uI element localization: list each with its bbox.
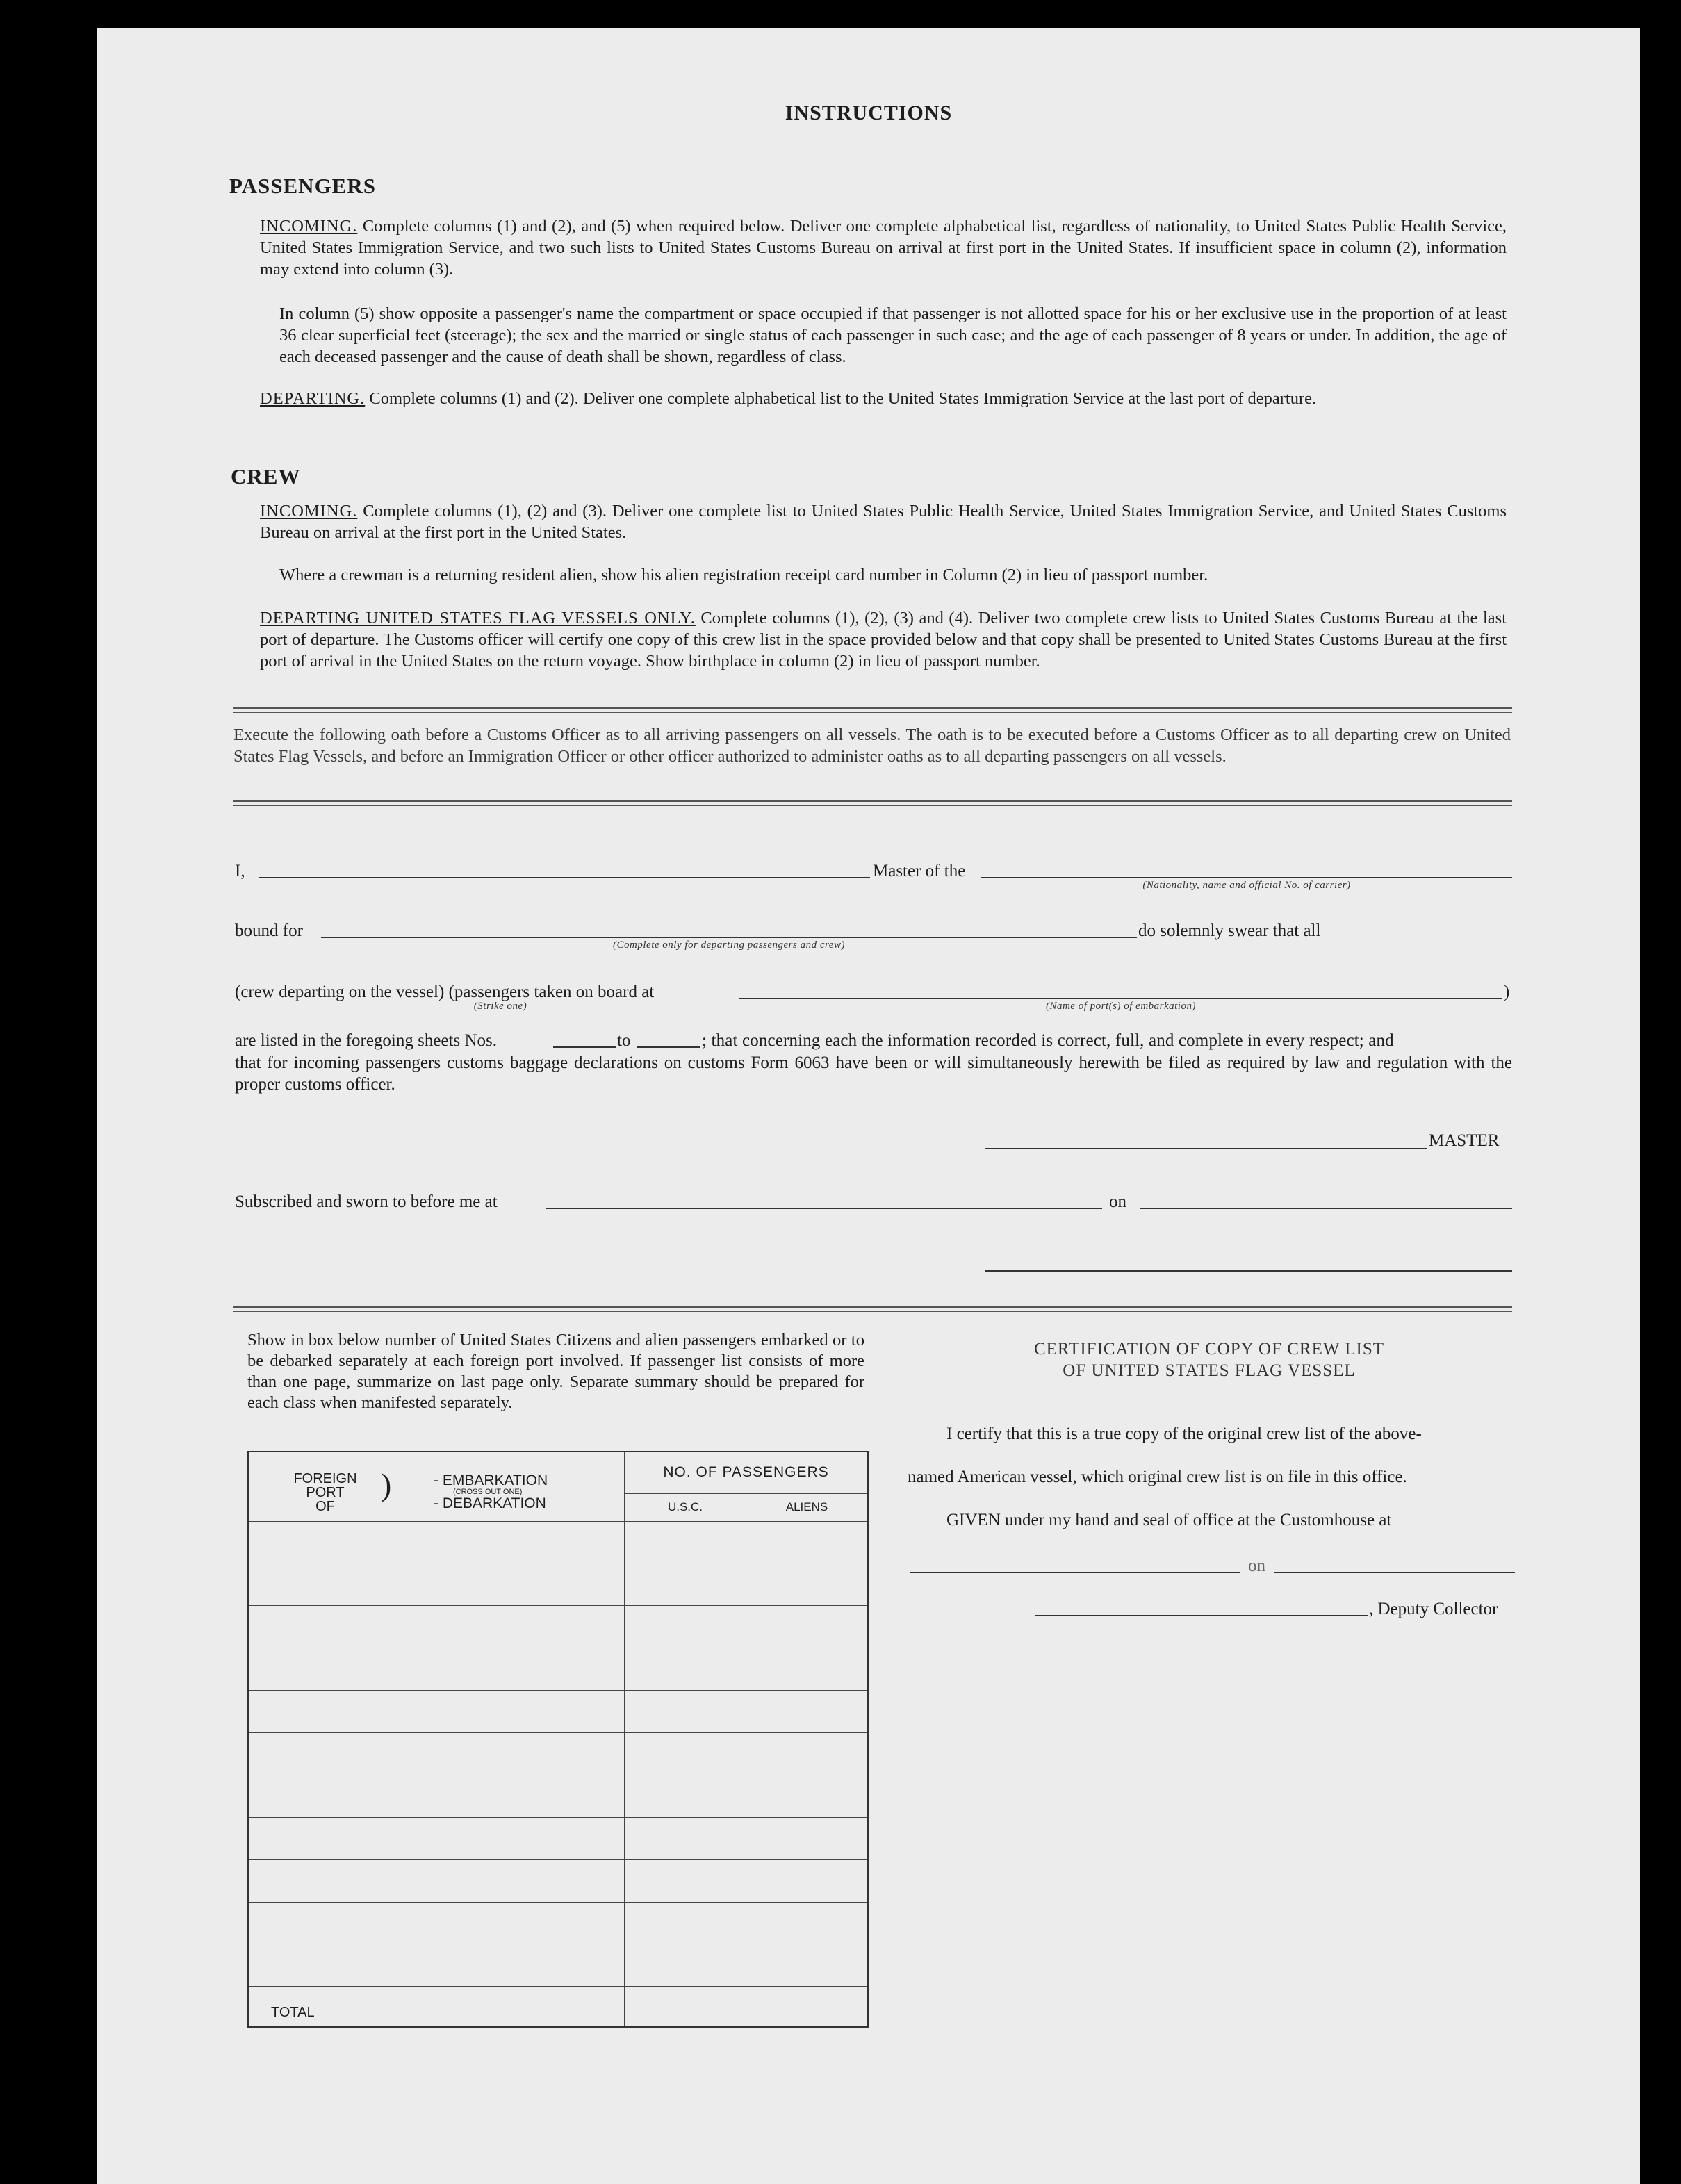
table-row <box>248 1944 868 1987</box>
port-cell[interactable] <box>248 1691 625 1733</box>
aliens-cell[interactable] <box>746 1606 869 1648</box>
total-usc-cell[interactable] <box>625 1987 746 2027</box>
listed-to: to <box>617 1031 631 1050</box>
brace: ) <box>381 1467 392 1502</box>
table-row <box>248 1648 868 1691</box>
oath-instruction: Execute the following oath before a Customs Officer as to all arriving passengers on all vessels. The oath is to be executed before a Customs Officer as to all departing crew on United States Flag Vessels, and before an Immigration Officer or other officer authorized to administer oaths as to all departing passengers on all vessels. <box>233 725 1511 766</box>
embarkation-label: - EMBARKATION <box>434 1472 548 1488</box>
aliens-cell[interactable] <box>746 1775 869 1817</box>
passengers-departing-label: DEPARTING. <box>260 389 366 408</box>
aliens-cell[interactable] <box>746 1563 869 1606</box>
sheet-from-field[interactable] <box>553 1046 616 1048</box>
crew-resident-paragraph: Where a crewman is a returning resident alien, show his alien registration receipt card number in Column (2) in lieu of passport number. <box>279 566 1208 584</box>
divider <box>233 1311 1512 1312</box>
sworn-date-field[interactable] <box>1140 1208 1512 1209</box>
port-cell[interactable] <box>248 1606 625 1648</box>
port-cell[interactable] <box>248 1732 625 1775</box>
close-paren: ) <box>1504 983 1510 1001</box>
certification-date-field[interactable] <box>1274 1572 1515 1573</box>
usc-cell[interactable] <box>625 1817 746 1859</box>
page-title: INSTRUCTIONS <box>785 101 953 124</box>
aliens-cell[interactable] <box>746 1691 869 1733</box>
passenger-summary-table <box>247 1451 869 2028</box>
certification-line-3: GIVEN under my hand and seal of office at the Customhouse at <box>946 1511 1392 1529</box>
crew-departing-text: Complete columns (1), (2), (3) and (4). Deliver two complete crew lists to United States Customs Bureau at the last port of departure. The Customs officer will certify one copy of this crew list in the space provided below and that copy shall be presented to United States Customs Bureau at the first port of arrival in the United States on the return voyage. Show birthplace in column (2) in lieu of passport number. <box>260 609 1507 671</box>
bound-for-label: bound for <box>235 921 303 940</box>
table-row <box>248 1902 868 1944</box>
strike-one-caption: (Strike one) <box>473 1001 527 1012</box>
table-row <box>248 1732 868 1775</box>
table-row <box>248 1521 868 1563</box>
table-row <box>248 1817 868 1859</box>
aliens-header: ALIENS <box>746 1493 869 1521</box>
table-row <box>248 1691 868 1733</box>
port-label: PORT <box>306 1485 345 1500</box>
port-cell[interactable] <box>248 1521 625 1563</box>
divider <box>233 1306 1512 1308</box>
swear-label: do solemnly swear that all <box>1138 921 1321 940</box>
table-row <box>248 1563 868 1606</box>
passengers-departing-paragraph <box>260 388 1507 409</box>
usc-header: U.S.C. <box>625 1493 746 1521</box>
total-aliens-cell[interactable] <box>746 1987 869 2027</box>
deputy-collector-label: , Deputy Collector <box>1369 1600 1498 1618</box>
sheet-to-field[interactable] <box>637 1046 700 1048</box>
oath-i: I, <box>235 862 245 880</box>
passengers-heading: PASSENGERS <box>229 174 376 198</box>
usc-cell[interactable] <box>625 1732 746 1775</box>
passengers-incoming-text: Complete columns (1) and (2), and (5) when required below. Deliver one complete alphabetical list, regardless of nationality, to United States Public Health Service, United States Immigration Service, and two such lists to United States Customs Bureau on arrival at first port in the United States. If insufficient space in column (2), information may extend into column (3). <box>260 217 1507 279</box>
port-cell[interactable] <box>248 1944 625 1987</box>
crew-incoming-label: INCOMING. <box>260 502 358 520</box>
no-of-passengers-header: NO. OF PASSENGERS <box>625 1452 869 1493</box>
deputy-collector-field[interactable] <box>1035 1615 1368 1616</box>
usc-cell[interactable] <box>625 1521 746 1563</box>
certification-line-2: named American vessel, which original crew list is on file in this office. <box>908 1468 1407 1486</box>
usc-cell[interactable] <box>625 1648 746 1691</box>
usc-cell[interactable] <box>625 1944 746 1987</box>
usc-cell[interactable] <box>625 1902 746 1944</box>
usc-cell[interactable] <box>625 1775 746 1817</box>
master-of-the-label: Master of the <box>873 862 966 880</box>
divider <box>233 800 1512 802</box>
divider <box>233 712 1512 713</box>
sworn-place-field[interactable] <box>546 1208 1102 1209</box>
port-cell[interactable] <box>248 1817 625 1859</box>
carrier-caption: (Nationality, name and official No. of carrier) <box>1142 880 1351 891</box>
port-cell[interactable] <box>248 1902 625 1944</box>
crew-incoming-text: Complete columns (1), (2) and (3). Deliver one complete list to United States Public Health Service, United States Immigration Service, and United States Customs Bureau on arrival at the first port in the United States. <box>260 502 1507 542</box>
of-label: OF <box>315 1499 335 1514</box>
aliens-cell[interactable] <box>746 1732 869 1775</box>
crew-departing-label: DEPARTING UNITED STATES FLAG VESSELS ONLY. <box>260 609 696 627</box>
debarkation-label: - DEBARKATION <box>434 1495 546 1511</box>
divider <box>233 805 1512 806</box>
table-row <box>248 1859 868 1902</box>
summary-instruction: Show in box below number of United States Citizens and alien passengers embarked or to be debarked separately at each foreign port involved. If passenger list consists of more than one page, summarize on last page only. Separate summary should be prepared for each class when manifested separately. <box>247 1331 864 1412</box>
certification-line-1: I certify that this is a true copy of the original crew list of the above- <box>946 1424 1422 1443</box>
port-header <box>248 1452 625 1521</box>
port-cell[interactable] <box>248 1648 625 1691</box>
divider <box>233 707 1512 709</box>
aliens-cell[interactable] <box>746 1859 869 1902</box>
master-name-field[interactable] <box>259 877 870 878</box>
crew-incoming-paragraph <box>260 500 1507 543</box>
cross-out-label: (CROSS OUT ONE) <box>453 1488 523 1496</box>
listed-a: are listed in the foregoing sheets Nos. <box>235 1031 497 1050</box>
passengers-column5-paragraph: In column (5) show opposite a passenger's name the compartment or space occupied if that passenger is not allotted space for his or her exclusive use in the proportion of at least 36 clear superficial feet (steerage); the sex and the married or single status of each passenger in such case; and the age of each passenger of 8 years or under. In addition, the age of each deceased passenger and the cause of death shall be shown, regardless of class. <box>279 304 1507 366</box>
port-cell[interactable] <box>248 1563 625 1606</box>
master-label: MASTER <box>1429 1131 1500 1150</box>
usc-cell[interactable] <box>625 1606 746 1648</box>
port-cell[interactable] <box>248 1775 625 1817</box>
aliens-cell[interactable] <box>746 1902 869 1944</box>
usc-cell[interactable] <box>625 1859 746 1902</box>
aliens-cell[interactable] <box>746 1817 869 1859</box>
passengers-incoming-label: INCOMING. <box>260 217 358 236</box>
port-caption: (Name of port(s) of embarkation) <box>1046 1001 1196 1012</box>
table-row <box>248 1606 868 1648</box>
port-cell[interactable] <box>248 1859 625 1902</box>
sworn-on-label: on <box>1109 1192 1126 1211</box>
table-row <box>248 1775 868 1817</box>
officer-signature-field[interactable] <box>985 1270 1512 1272</box>
aliens-cell[interactable] <box>746 1521 869 1563</box>
crew-departing-label: (crew departing on the vessel) (passengers taken on board at <box>235 983 655 1001</box>
aliens-cell[interactable] <box>746 1648 869 1691</box>
passengers-incoming-paragraph <box>260 215 1507 280</box>
master-signature-field[interactable] <box>985 1148 1427 1149</box>
bound-for-field[interactable] <box>321 937 1137 938</box>
embarkation-port-field[interactable] <box>739 998 1502 999</box>
crew-heading: CREW <box>231 464 301 488</box>
certification-on: on <box>1248 1557 1265 1575</box>
certification-title <box>903 1338 1515 1381</box>
passengers-departing-text: Complete columns (1) and (2). Deliver one complete alphabetical list to the United States Immigration Service at the last port of departure. <box>369 389 1317 408</box>
certification-title-line-2: OF UNITED STATES FLAG VESSEL <box>1063 1361 1356 1380</box>
usc-cell[interactable] <box>625 1691 746 1733</box>
customhouse-field[interactable] <box>910 1572 1240 1573</box>
subscribed-label: Subscribed and sworn to before me at <box>235 1192 498 1211</box>
crew-departing-paragraph <box>260 607 1507 672</box>
aliens-cell[interactable] <box>746 1944 869 1987</box>
certification-title-line-1: CERTIFICATION OF COPY OF CREW LIST <box>1033 1340 1385 1358</box>
listed-b: ; that concerning each the information recorded is correct, full, and complete in every respect; and <box>702 1031 1394 1050</box>
total-label: TOTAL <box>248 1987 625 2027</box>
usc-cell[interactable] <box>625 1563 746 1606</box>
foreign-label: FOREIGN <box>293 1471 357 1486</box>
listed-c: that for incoming passengers customs baggage declarations on customs Form 6063 have been or will simultaneously herewith be filed as required by law and regulation with the proper customs officer. <box>235 1053 1512 1094</box>
bound-caption: (Complete only for departing passengers and crew) <box>613 939 845 951</box>
carrier-field[interactable] <box>981 877 1512 878</box>
